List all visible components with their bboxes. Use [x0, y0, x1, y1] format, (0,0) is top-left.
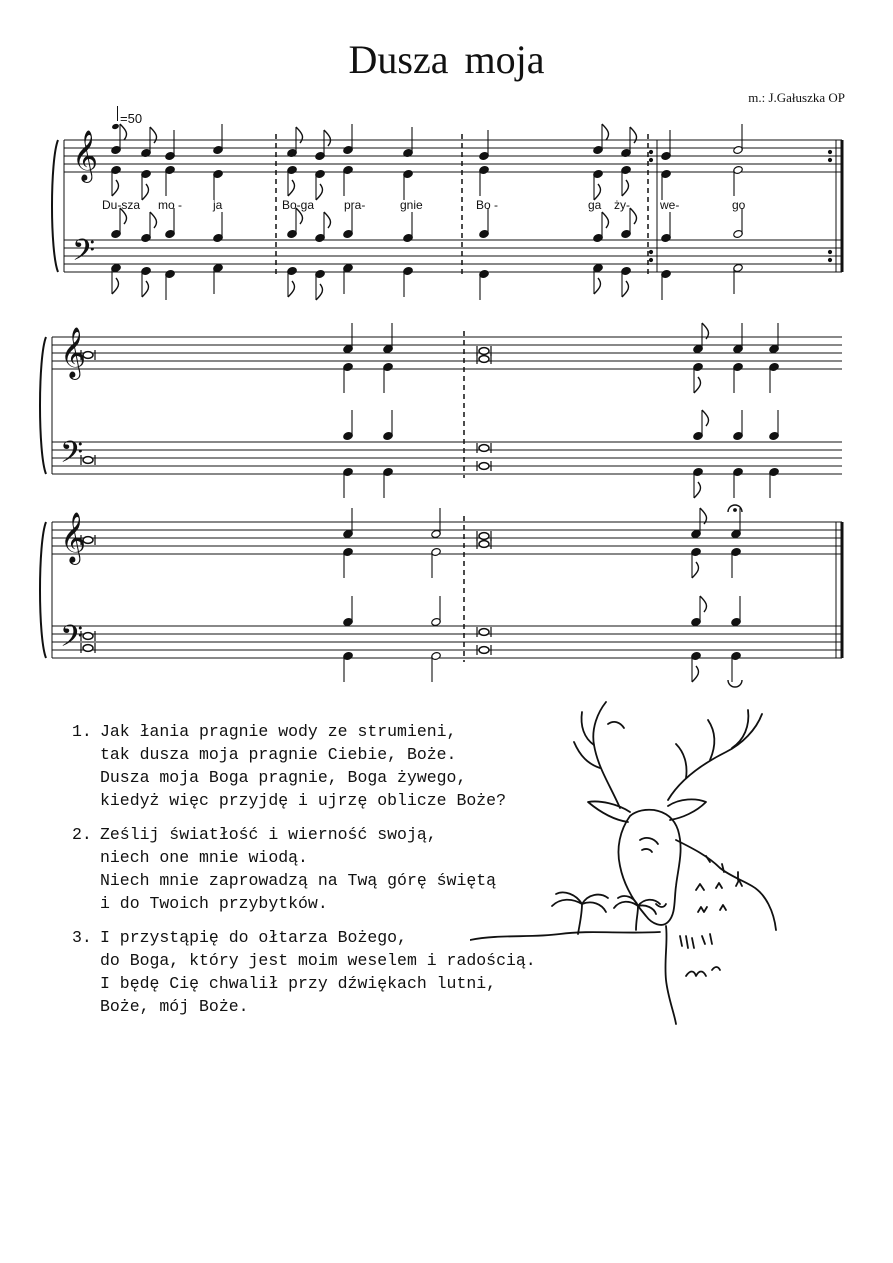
system-bracket	[40, 337, 46, 474]
note-icon	[733, 362, 743, 393]
deer-illustration	[470, 690, 780, 1030]
breve-note-icon	[477, 354, 491, 364]
note-icon	[165, 130, 175, 161]
lyric-syllable: we-	[660, 198, 680, 212]
note-icon	[343, 547, 353, 578]
verse-line: Niech mnie zaprowadzą na Twą górę świętą	[100, 871, 497, 890]
note-icon	[431, 547, 441, 578]
note-icon	[343, 323, 353, 354]
lyric-syllable: mo -	[158, 198, 182, 212]
note-icon	[111, 124, 127, 155]
lyric-syllable: ga	[588, 198, 602, 212]
note-icon	[343, 467, 353, 498]
note-icon	[691, 596, 707, 627]
note-icon	[593, 124, 609, 155]
lyric-syllable: Du-sza	[102, 198, 141, 212]
breve-note-icon	[477, 461, 491, 471]
note-icon	[287, 266, 297, 297]
composer-credit: m.: J.Gałuszka OP	[748, 90, 845, 105]
note-icon	[165, 269, 175, 300]
note-icon	[431, 596, 441, 627]
note-icon	[111, 165, 121, 196]
note-icon	[479, 269, 489, 300]
breve-note-icon	[477, 443, 491, 453]
note-icon	[287, 127, 303, 158]
note-icon	[141, 169, 151, 200]
note-icon	[733, 263, 743, 294]
verse-line: I przystąpię do ołtarza Bożego,	[100, 928, 407, 947]
note-icon	[691, 651, 701, 682]
note-icon	[479, 165, 489, 196]
breve-note-icon	[477, 531, 491, 541]
fermata-icon	[728, 680, 742, 687]
bass-clef-icon: 𝄢	[72, 234, 96, 275]
note-icon	[431, 651, 441, 682]
breve-note-icon	[477, 645, 491, 655]
note-icon	[343, 165, 353, 196]
note-icon	[343, 362, 353, 393]
lyric-syllable: ży-	[614, 198, 630, 212]
note-icon	[315, 169, 325, 200]
lyric-syllable: gnie	[400, 198, 423, 212]
note-icon	[213, 124, 223, 155]
verse-number: 1.	[72, 722, 92, 741]
verse-line: Ześlij światłość i wierność swoją,	[100, 825, 437, 844]
note-icon	[769, 362, 779, 393]
treble-clef-icon: 𝄞	[60, 512, 87, 563]
note-icon	[403, 169, 413, 200]
note-icon	[141, 266, 151, 297]
treble-clef-icon: 𝄞	[72, 130, 99, 181]
note-icon	[343, 124, 353, 155]
note-icon	[141, 127, 157, 158]
note-icon	[213, 169, 223, 200]
song-title: Dusza moja	[348, 37, 545, 82]
verse-line: niech one mnie wiodą.	[100, 848, 308, 867]
note-icon	[661, 269, 671, 300]
note-icon	[693, 362, 703, 393]
repeat-dot	[828, 250, 831, 253]
note-icon	[383, 362, 393, 393]
note-icon	[661, 169, 671, 200]
note-icon	[769, 467, 779, 498]
verse-number: 2.	[72, 825, 92, 844]
note-icon	[693, 410, 709, 441]
bass-clef-icon: 𝄢	[60, 436, 84, 477]
bass-clef-icon: 𝄢	[60, 620, 84, 661]
note-icon	[343, 263, 353, 294]
verse-line: do Boga, który jest moim weselem i radością.	[100, 951, 536, 970]
repeat-dot	[828, 158, 831, 161]
note-icon	[593, 263, 603, 294]
note-icon	[769, 410, 779, 441]
verse-line: i do Twoich przybytków.	[100, 894, 328, 913]
note-icon	[693, 323, 709, 354]
tempo-value: =50	[120, 111, 143, 126]
lyric-syllable: go	[732, 198, 746, 212]
repeat-dot	[649, 158, 652, 161]
repeat-dot	[828, 258, 831, 261]
note-icon	[691, 508, 707, 539]
repeat-dot	[649, 150, 652, 153]
verse-line: Jak łania pragnie wody ze strumieni,	[100, 722, 457, 741]
note-icon	[731, 596, 741, 627]
treble-clef-icon: 𝄞	[60, 327, 87, 378]
note-icon	[733, 410, 743, 441]
lyric-syllable: Bo-ga	[282, 198, 315, 212]
verse-number: 3.	[72, 928, 92, 947]
note-icon	[343, 508, 353, 539]
note-icon	[165, 165, 175, 196]
note-icon	[287, 165, 297, 196]
lyric-syllable: ja	[213, 198, 223, 212]
system-bracket	[40, 522, 46, 658]
note-icon	[111, 263, 121, 294]
verse-line: Boże, mój Boże.	[100, 997, 249, 1016]
note-icon	[343, 410, 353, 441]
note-icon	[731, 651, 741, 682]
note-icon	[693, 467, 703, 498]
note-icon	[383, 323, 393, 354]
note-icon	[691, 547, 701, 578]
note-icon	[661, 130, 671, 161]
note-icon	[769, 323, 779, 354]
note-icon	[621, 127, 637, 158]
repeat-dot	[649, 250, 652, 253]
breve-note-icon	[477, 627, 491, 637]
note-icon	[403, 266, 413, 297]
repeat-dot	[649, 258, 652, 261]
note-icon	[733, 323, 743, 354]
note-icon	[315, 269, 325, 300]
note-icon	[733, 124, 743, 155]
lyric-syllable: Bo -	[476, 198, 499, 212]
verse-line: Dusza moja Boga pragnie, Boga żywego,	[100, 768, 467, 787]
note-icon	[733, 165, 743, 196]
verse-line: I będę Cię chwalił przy dźwiękach lutni,	[100, 974, 497, 993]
note-icon	[403, 127, 413, 158]
note-icon	[621, 165, 631, 196]
note-icon	[343, 651, 353, 682]
note-icon	[593, 169, 603, 200]
repeat-dot	[828, 150, 831, 153]
lyric-underlay	[0, 198, 893, 218]
note-icon	[343, 596, 353, 627]
note-icon	[431, 508, 441, 539]
verse-line: tak dusza moja pragnie Ciebie, Boże.	[100, 745, 457, 764]
note-icon	[733, 467, 743, 498]
note-icon	[213, 263, 223, 294]
lyric-syllable: pra-	[344, 198, 366, 212]
note-icon	[479, 130, 489, 161]
note-icon	[731, 547, 741, 578]
fermata-icon	[734, 509, 737, 512]
note-icon	[621, 266, 631, 297]
note-icon	[731, 508, 741, 539]
breve-note-icon	[477, 539, 491, 549]
verse-line: kiedyż więc przyjdę i ujrzę oblicze Boże?	[100, 791, 506, 810]
breve-note-icon	[477, 346, 491, 356]
note-icon	[383, 410, 393, 441]
note-icon	[383, 467, 393, 498]
